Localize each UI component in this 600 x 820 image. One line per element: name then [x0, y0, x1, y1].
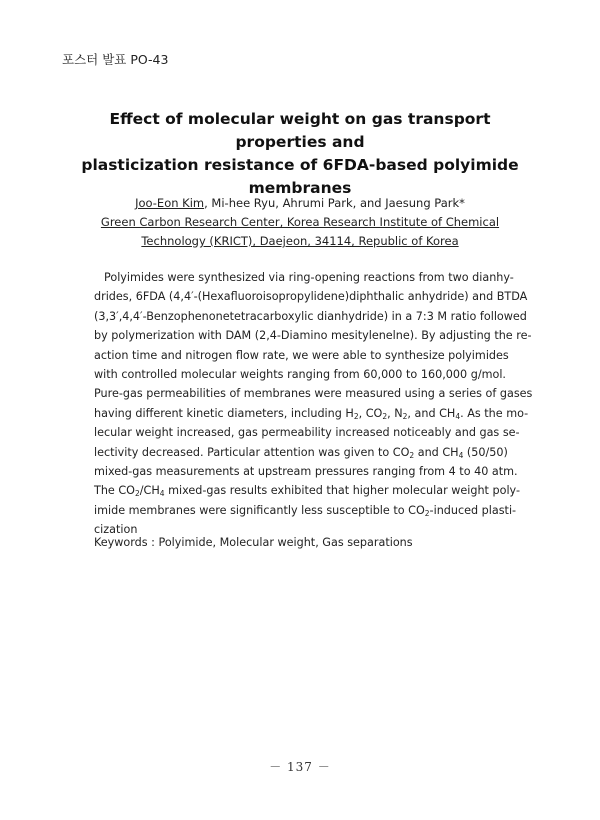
abstract-line: Pure-gas permeabilities of membranes were measured using a series of gases — [94, 387, 533, 401]
abstract-line: lectivity decreased. Particular attention was given to $CO_2$ and $CH_4$ (50/50) — [94, 445, 508, 460]
abstract-body — [94, 268, 533, 540]
abstract-line: drides, 6FDA (4,4′-(Hexafluoroisopropylidene)diphthalic anhydride) and BTDA — [94, 290, 528, 304]
affiliation-line-1: Green Carbon Research Center, Korea Research Institute of Chemical — [100, 215, 500, 229]
co-authors: , Mi-hee Ryu, Ahrumi Park, and Jaesung Park* — [204, 196, 465, 210]
abstract-line: imide membranes were significantly less susceptible to $CO_2$-induced plasti- — [94, 503, 517, 518]
affiliation-line-2: Technology (KRICT), Daejeon, 34114, Republic of Korea — [141, 234, 459, 248]
keywords: Keywords : Polyimide, Molecular weight, Gas separations — [94, 536, 413, 549]
page-number: － 137 － — [269, 760, 331, 774]
abstract-line: mixed-gas measurements at upstream pressures ranging from 4 to 40 atm. — [94, 465, 518, 479]
abstract-line: Polyimides were synthesized via ring-opening reactions from two dianhy- — [104, 271, 514, 284]
abstract-line: The $CO_2/CH_4$ mixed-gas results exhibited that higher molecular weight poly- — [94, 484, 521, 499]
abstract-line: having different kinetic diameters, including $H_2$, $CO_2$, $N_2$, and $CH_4$. As the mo- — [94, 406, 529, 421]
author-list — [80, 194, 520, 213]
abstract-line: with controlled molecular weights ranging from 60,000 to 160,000 g/mol. — [94, 368, 506, 382]
abstract-line: lecular weight increased, gas permeability increased noticeably and gas se- — [94, 426, 520, 440]
title-line-1: Effect of molecular weight on gas transport properties and — [109, 110, 491, 151]
abstract-line: (3,3′,4,4′-Benzophenonetetracarboxylic dianhydride) in a 7:3 M ratio followed — [94, 309, 527, 323]
title-line-3: membranes — [248, 179, 352, 197]
first-author: Joo-Eon Kim — [135, 196, 205, 210]
abstract-line: by polymerization with DAM (2,4-Diamino mesitylenelne). By adjusting the re- — [94, 329, 532, 343]
session-label: 포스터 발표 PO-43 — [62, 52, 169, 67]
paper-title — [70, 108, 530, 200]
abstract-line: cization — [94, 523, 138, 537]
author-block — [80, 194, 520, 251]
abstract-line: action time and nitrogen flow rate, we were able to synthesize polyimides — [94, 348, 509, 362]
title-line-2: plasticization resistance of 6FDA-based polyimide — [81, 156, 519, 174]
